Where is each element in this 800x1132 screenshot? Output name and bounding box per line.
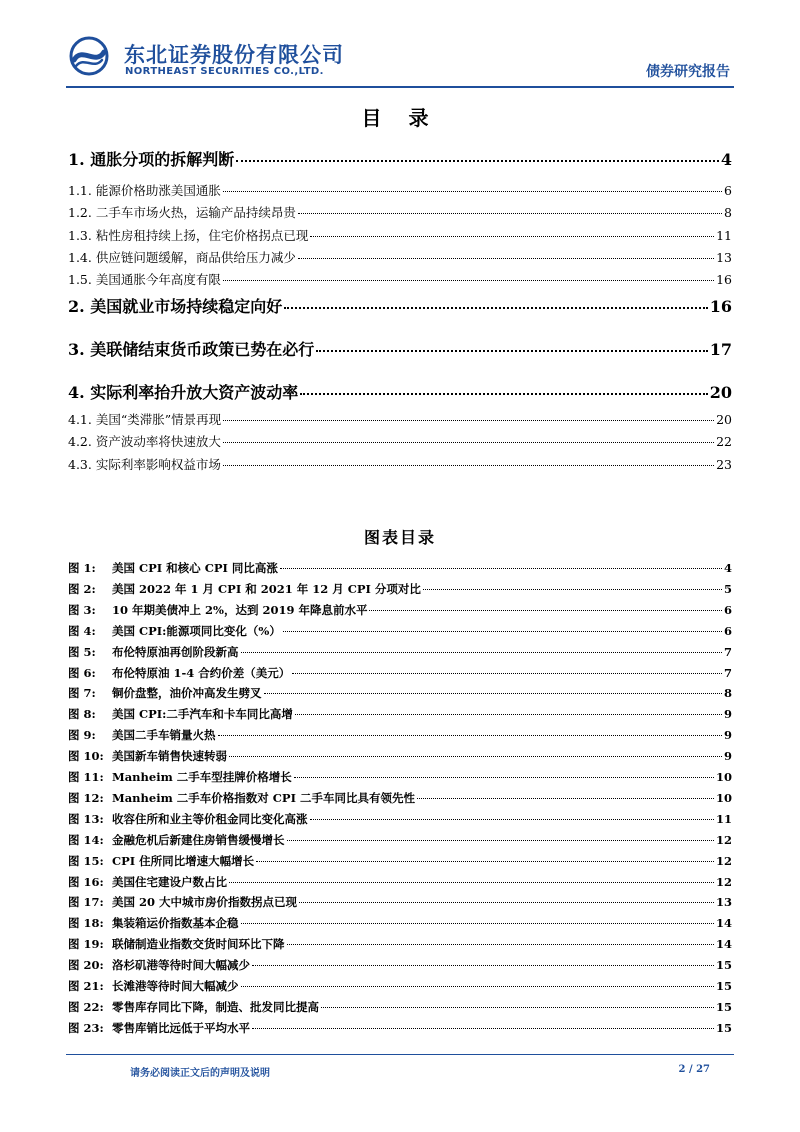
dot-leader — [252, 965, 714, 966]
figure-entry[interactable] — [68, 936, 732, 952]
figure-entry-label — [68, 894, 297, 910]
figure-entry-page: 7 — [723, 665, 732, 680]
figure-caption: 美国 CPI:能源项同比变化（%） — [112, 623, 281, 638]
northeast-securities-logo-icon — [66, 36, 112, 76]
figure-entry[interactable] — [68, 748, 732, 764]
figure-entry[interactable] — [68, 811, 732, 827]
dot-leader — [298, 258, 714, 259]
figure-entry[interactable] — [68, 957, 732, 973]
figure-number: 图 10: — [68, 749, 104, 764]
toc-entry[interactable] — [68, 181, 732, 199]
figure-entry[interactable] — [68, 685, 732, 701]
figure-entry-page: 6 — [723, 602, 732, 617]
figure-entry[interactable] — [68, 727, 732, 743]
figure-entry-label — [68, 874, 227, 890]
figure-entry[interactable] — [68, 999, 732, 1015]
toc-entry-label: 1.5. 美国通胀今年高度有限 — [68, 272, 221, 288]
figure-entry-label — [68, 811, 308, 827]
dot-leader — [417, 798, 714, 799]
toc-entry[interactable] — [68, 248, 732, 266]
dot-leader — [223, 420, 714, 421]
dot-leader — [236, 160, 719, 162]
figure-entry-label — [68, 602, 367, 618]
figure-caption: 美国新车销售快速转弱 — [112, 749, 227, 764]
toc-section-page: 16 — [709, 297, 732, 316]
dot-leader — [295, 714, 722, 715]
dot-leader — [423, 589, 722, 590]
toc-section[interactable] — [68, 337, 732, 360]
figure-entry-page: 8 — [723, 686, 732, 701]
figure-number: 图 19: — [68, 937, 104, 952]
figure-number: 图 4: — [68, 623, 96, 638]
figure-caption: CPI 住所同比增速大幅增长 — [112, 853, 255, 868]
toc-entry[interactable] — [68, 203, 732, 221]
figure-number: 图 8: — [68, 707, 96, 722]
figure-entry-page: 5 — [723, 581, 732, 596]
figure-caption: 美国 CPI:二手汽车和卡车同比高增 — [112, 707, 293, 722]
figure-entry-page: 12 — [715, 874, 732, 889]
figure-entry-label — [68, 853, 254, 869]
toc-entry-label: 1.2. 二手车市场火热，运输产品持续昂贵 — [68, 205, 296, 221]
dot-leader — [287, 944, 714, 945]
toc-entry-page: 8 — [724, 205, 732, 221]
figure-entry-page: 9 — [723, 749, 732, 764]
figure-entry-page: 12 — [715, 853, 732, 868]
figure-entry-page: 14 — [715, 937, 732, 952]
toc-section[interactable] — [68, 380, 732, 403]
toc-section-label: 1. 通胀分项的拆解判断 — [68, 150, 235, 169]
dot-leader — [321, 1007, 714, 1008]
toc-section-page: 4 — [720, 150, 732, 169]
figure-index-title: 图表目录 — [363, 528, 436, 547]
figure-number: 图 9: — [68, 728, 96, 743]
figure-entry-page: 4 — [723, 561, 732, 575]
figure-number: 图 11: — [68, 770, 104, 784]
toc-section-page: 17 — [709, 340, 732, 359]
toc-entry-page: 16 — [716, 272, 732, 288]
dot-leader — [299, 902, 714, 903]
figure-caption: 收容住所和业主等价租金同比变化高涨 — [112, 811, 308, 826]
dot-leader — [229, 882, 714, 883]
figure-caption: 美国 20 大中城市房价指数拐点已现 — [112, 895, 298, 910]
figure-entry-label — [68, 727, 216, 743]
figure-entry[interactable] — [68, 644, 732, 660]
figure-entry-label — [68, 978, 239, 994]
figure-entry-label — [68, 748, 227, 764]
figure-number: 图 16: — [68, 874, 104, 889]
dot-leader — [229, 756, 722, 757]
toc-entry-label: 4.1. 美国“类滞胀”情景再现 — [68, 412, 222, 427]
figure-caption: 美国住宅建设户数占比 — [112, 874, 227, 889]
figure-entry[interactable] — [68, 1020, 732, 1036]
figure-caption: 铜价盘整，油价冲高发生劈叉 — [112, 686, 262, 701]
figure-number: 图 6: — [68, 665, 96, 680]
dot-leader — [310, 819, 714, 820]
figure-entry-label — [68, 790, 415, 806]
figure-entry[interactable] — [68, 874, 732, 890]
figure-number: 图 20: — [68, 958, 104, 973]
figure-entry[interactable] — [68, 665, 732, 681]
figure-number: 图 14: — [68, 832, 104, 847]
figure-entry-label — [68, 685, 262, 701]
dot-leader — [223, 280, 714, 281]
toc-entry[interactable] — [68, 270, 732, 288]
figure-entry[interactable] — [68, 832, 732, 848]
figure-entry-page: 6 — [723, 623, 732, 638]
figure-entry[interactable] — [68, 769, 732, 785]
figure-number: 图 3: — [68, 602, 96, 617]
dot-leader — [218, 735, 722, 736]
figure-number: 图 15: — [68, 853, 104, 868]
figure-entry-page: 10 — [715, 790, 732, 805]
dot-leader — [280, 568, 722, 569]
figure-caption: 洛杉矶港等待时间大幅减少 — [112, 958, 250, 973]
figure-caption: 集装箱运价指数基本企稳 — [112, 916, 239, 931]
toc-entry-page: 11 — [716, 227, 732, 243]
figure-entry-page: 11 — [715, 811, 732, 826]
toc-entry[interactable] — [68, 432, 732, 450]
figure-entry-page: 10 — [715, 770, 732, 784]
toc-entry[interactable] — [68, 226, 732, 244]
toc-section[interactable] — [68, 147, 732, 170]
page-number: 2 / 27 — [678, 1064, 710, 1075]
footer-disclaimer: 请务必阅读正文后的声明及说明 — [130, 1068, 270, 1079]
dot-leader — [369, 610, 722, 611]
figure-caption: Manheim 二手车型挂牌价格增长 — [112, 770, 292, 784]
figure-entry-page: 9 — [723, 728, 732, 743]
toc-entry-label: 1.1. 能源价格助涨美国通胀 — [68, 183, 221, 198]
figure-number: 图 7: — [68, 686, 96, 701]
report-type: 债券研究报告 — [646, 64, 730, 80]
dot-leader — [223, 465, 714, 466]
figure-entry-label — [68, 644, 239, 660]
figure-number: 图 22: — [68, 999, 104, 1014]
dot-leader — [241, 923, 714, 924]
figure-entry-page: 9 — [723, 707, 732, 722]
figure-number: 图 5: — [68, 644, 96, 659]
toc-section-label: 3. 美联储结束货币政策已势在必行 — [68, 340, 315, 359]
toc-entry-label: 1.3. 粘性房租持续上扬，住宅价格拐点已现 — [68, 227, 309, 243]
figure-caption: 金融危机后新建住房销售缓慢增长 — [112, 832, 285, 847]
company-name-cn: 东北证券股份有限公司 — [124, 43, 344, 67]
toc-entry-page: 13 — [716, 249, 732, 265]
toc-section-page: 20 — [709, 383, 732, 402]
dot-leader — [241, 652, 722, 653]
figure-entry-page: 12 — [715, 832, 732, 847]
company-name-en: NORTHEAST SECURITIES CO.,LTD. — [125, 66, 324, 77]
figure-entry-label — [68, 665, 290, 681]
toc-entry[interactable] — [68, 410, 732, 428]
figure-entry[interactable] — [68, 602, 732, 618]
figure-caption: 美国二手车销量火热 — [112, 728, 216, 743]
figure-entry-label — [68, 706, 293, 722]
toc-entry[interactable] — [68, 455, 732, 473]
dot-leader — [294, 777, 714, 778]
toc-entry-label: 4.2. 资产波动率将快速放大 — [68, 434, 221, 450]
dot-leader — [287, 840, 714, 841]
figure-entry-page: 13 — [715, 895, 732, 910]
dot-leader — [310, 236, 714, 237]
toc-section-label: 2. 美国就业市场持续稳定向好 — [68, 297, 283, 316]
toc-entry-page: 23 — [716, 456, 732, 472]
dot-leader — [298, 213, 722, 214]
figure-number: 图 23: — [68, 1020, 104, 1035]
figure-caption: 零售库销比远低于平均水平 — [112, 1020, 250, 1035]
dot-leader — [223, 442, 714, 443]
figure-caption: 10 年期美债冲上 2%，达到 2019 年降息前水平 — [112, 602, 368, 617]
figure-number: 图 12: — [68, 790, 104, 805]
toc-entry-page: 22 — [716, 434, 732, 450]
toc-section[interactable] — [68, 294, 732, 317]
figure-entry[interactable] — [68, 853, 732, 869]
figure-number: 图 1: — [68, 561, 96, 575]
toc-entry-label: 1.4. 供应链问题缓解，商品供给压力减少 — [68, 249, 296, 265]
figure-entry-label — [68, 915, 239, 931]
figure-number: 图 13: — [68, 811, 104, 826]
figure-caption: Manheim 二手车价格指数对 CPI 二手车同比具有领先性 — [112, 790, 415, 805]
figure-number: 图 18: — [68, 916, 104, 931]
figure-entry-label — [68, 581, 421, 597]
figure-entry-label — [68, 1020, 250, 1036]
dot-leader — [284, 307, 707, 309]
figure-entry[interactable] — [68, 560, 732, 576]
figure-entry-label — [68, 769, 292, 785]
figure-entry-page: 15 — [715, 999, 732, 1014]
figure-caption: 长滩港等待时间大幅减少 — [112, 979, 239, 993]
dot-leader — [223, 191, 722, 192]
figure-entry-page: 15 — [715, 1020, 732, 1035]
toc-title: 目 录 — [361, 106, 439, 130]
figure-entry[interactable] — [68, 581, 732, 597]
toc-entry-label: 4.3. 实际利率影响权益市场 — [68, 456, 221, 472]
figure-entry[interactable] — [68, 790, 732, 806]
dot-leader — [256, 861, 714, 862]
figure-entry[interactable] — [68, 978, 732, 994]
figure-entry-page: 15 — [715, 979, 732, 993]
figure-caption: 布伦特原油 1-4 合约价差（美元） — [112, 665, 291, 680]
figure-number: 图 21: — [68, 979, 104, 993]
figure-caption: 美国 CPI 和核心 CPI 同比高涨 — [112, 561, 278, 575]
dot-leader — [252, 1028, 714, 1029]
dot-leader — [283, 631, 722, 632]
figure-number: 图 2: — [68, 581, 96, 596]
dot-leader — [316, 350, 707, 352]
figure-entry[interactable] — [68, 623, 732, 639]
figure-entry-label — [68, 623, 281, 639]
figure-entry-label — [68, 832, 285, 848]
figure-entry-page: 15 — [715, 958, 732, 973]
figure-entry[interactable] — [68, 706, 732, 722]
figure-caption: 零售库存同比下降，制造、批发同比提高 — [112, 999, 319, 1014]
figure-caption: 联储制造业指数交货时间环比下降 — [112, 937, 285, 952]
toc-entry-page: 20 — [716, 412, 732, 427]
figure-entry[interactable] — [68, 894, 732, 910]
figure-entry-page: 7 — [723, 644, 732, 659]
dot-leader — [300, 393, 707, 395]
dot-leader — [292, 673, 722, 674]
figure-caption: 布伦特原油再创阶段新高 — [112, 644, 239, 659]
header-divider — [66, 86, 734, 88]
figure-number: 图 17: — [68, 895, 104, 910]
toc-section-label: 4. 实际利率抬升放大资产波动率 — [68, 383, 299, 402]
dot-leader — [264, 693, 722, 694]
toc-entry-page: 6 — [724, 183, 732, 198]
figure-entry-label — [68, 560, 278, 576]
figure-entry-page: 14 — [715, 916, 732, 931]
figure-entry-label — [68, 936, 285, 952]
dot-leader — [241, 986, 714, 987]
figure-entry[interactable] — [68, 915, 732, 931]
figure-entry-label — [68, 957, 250, 973]
footer-divider — [66, 1054, 734, 1055]
figure-caption: 美国 2022 年 1 月 CPI 和 2021 年 12 月 CPI 分项对比 — [112, 581, 421, 596]
figure-entry-label — [68, 999, 319, 1015]
